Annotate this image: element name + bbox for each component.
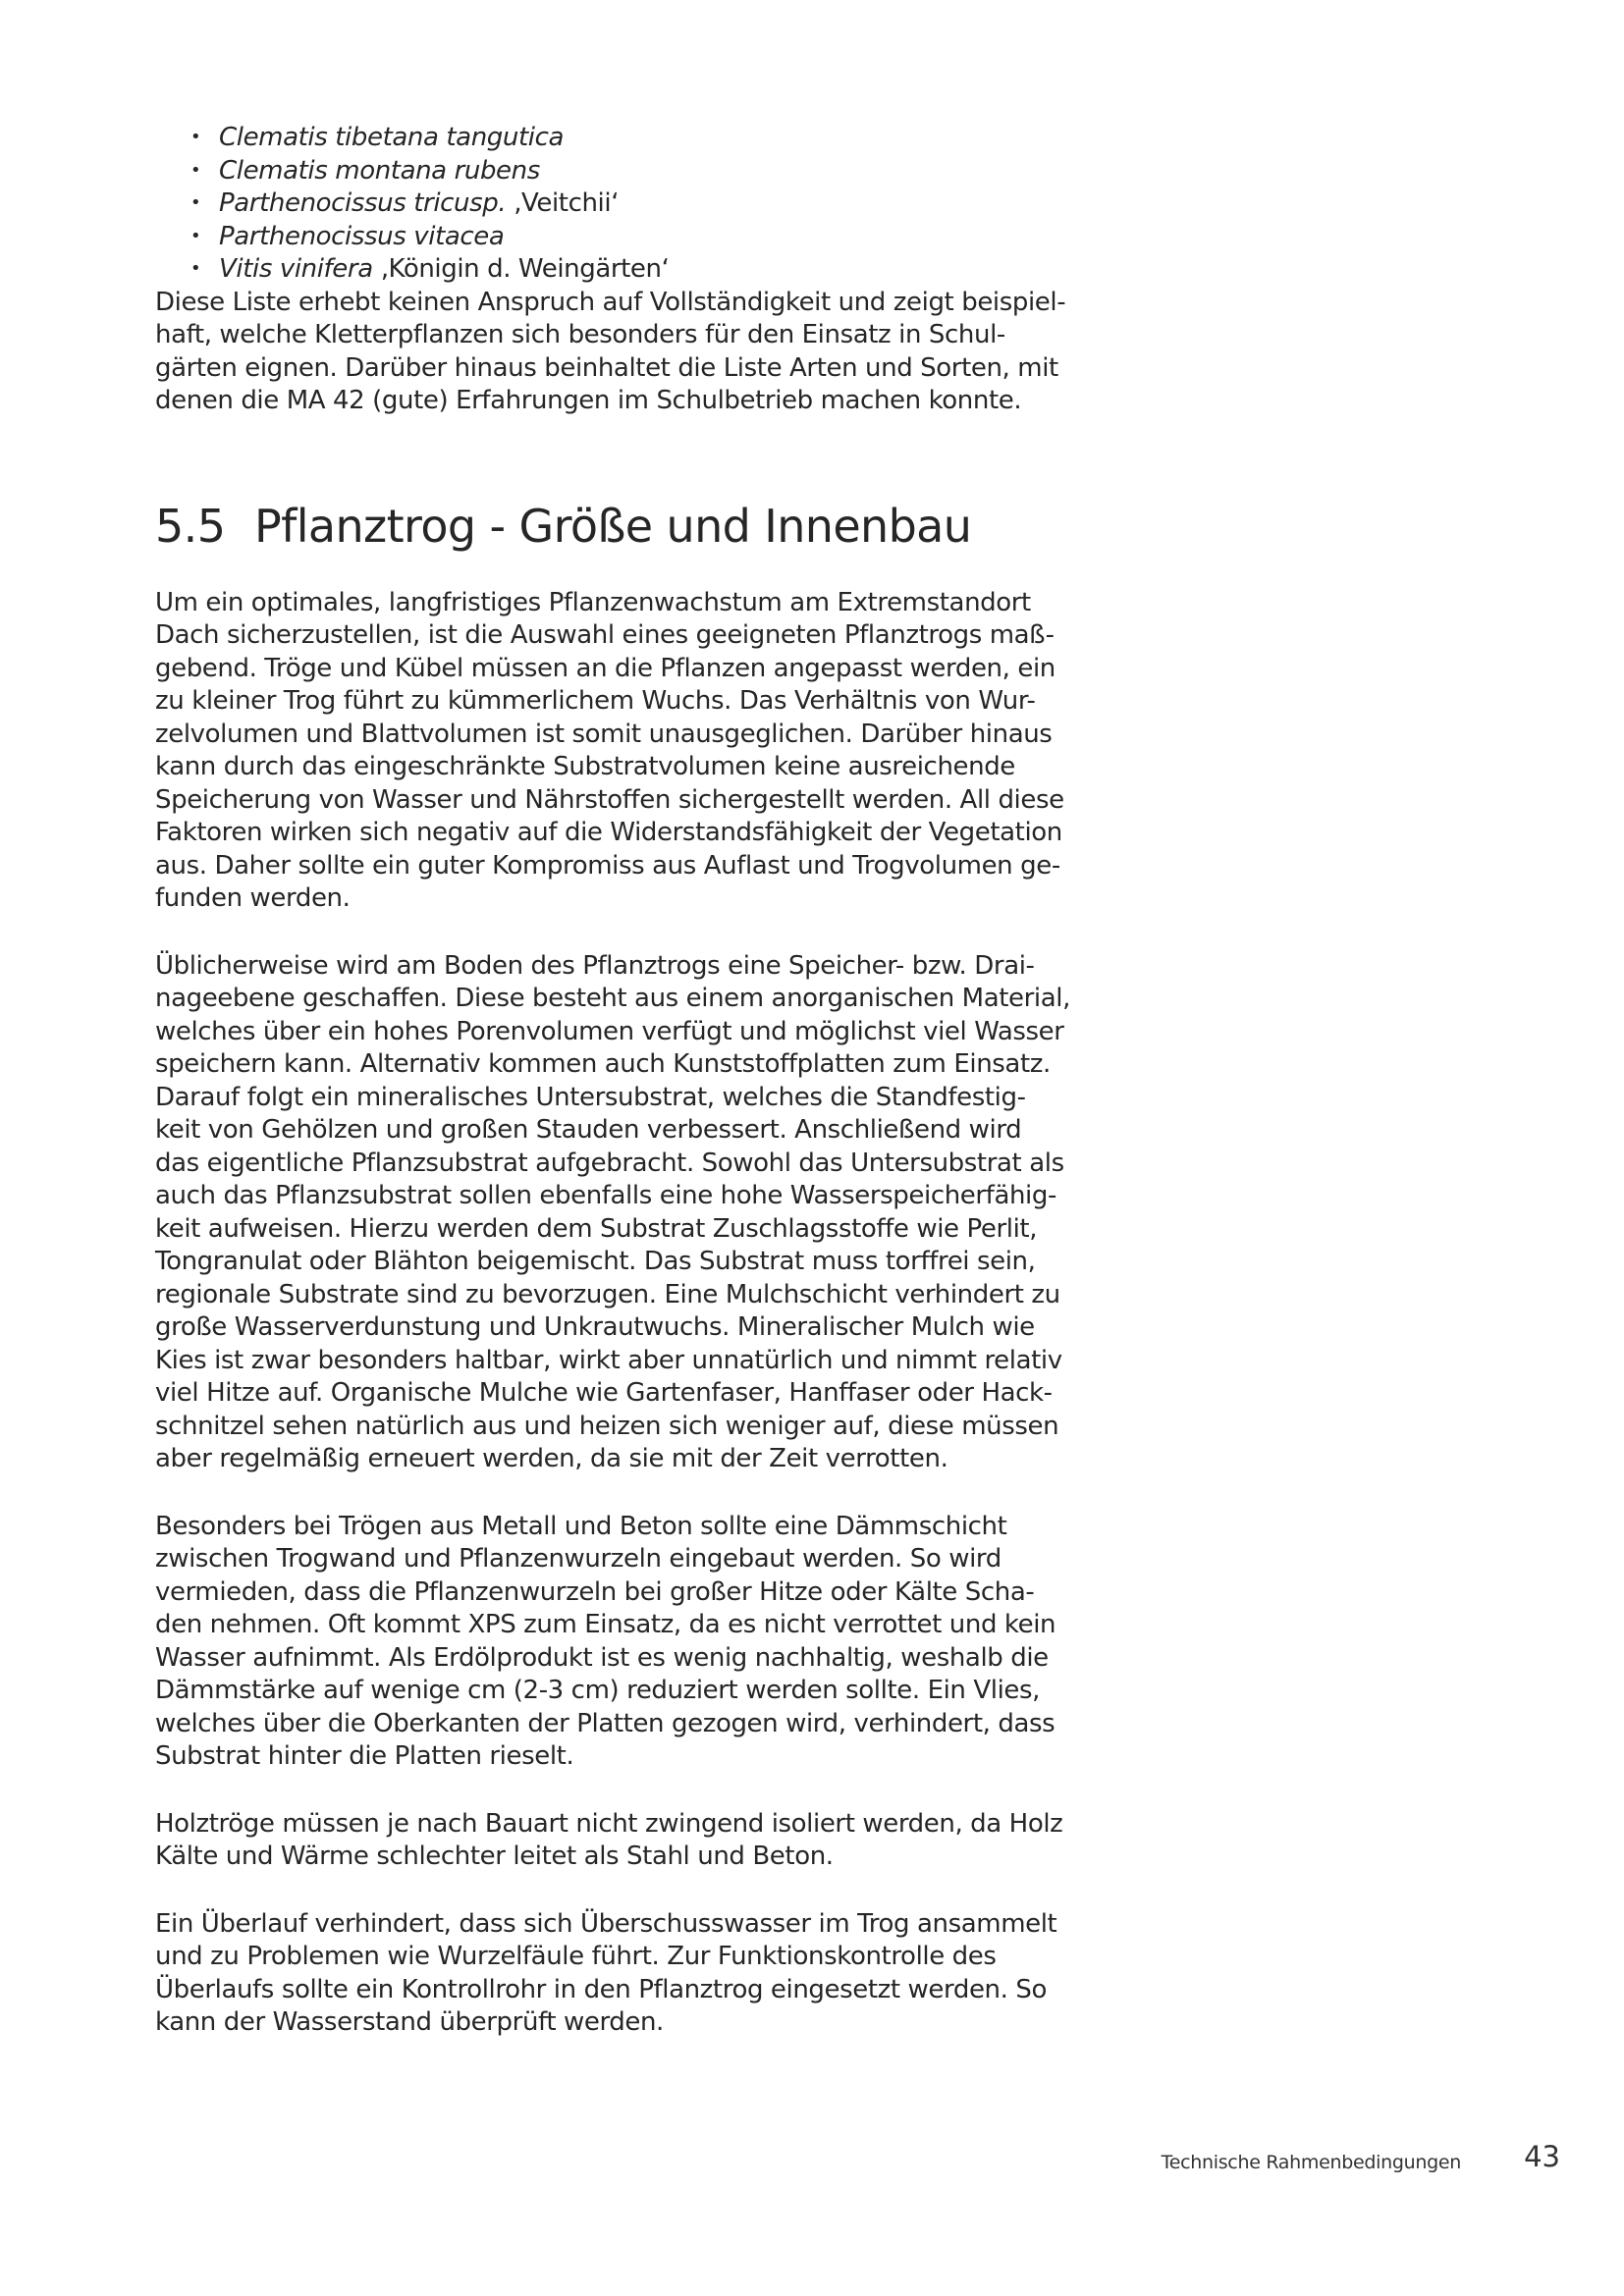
list-item xyxy=(155,187,1088,221)
species-name: Vitis vinifera xyxy=(219,254,373,284)
page-number: 43 xyxy=(1524,2140,1560,2173)
plant-list xyxy=(155,122,1088,287)
body-paragraph: Ein Überlauf verhindert, dass sich Überschusswasser im Trog ansammelt und zu Problemen wie Wurzelfäule führt. Zur Funktionskontrolle des Überlaufs sollte ein Kontrollrohr in den Pflanztrog eingesetzt werden. So kann der Wasserstand überprüft werden. xyxy=(155,1908,1057,2037)
footer-section-label: Technische Rahmenbedingungen xyxy=(1161,2152,1461,2173)
species-name: Clematis tibetana tangutica xyxy=(219,123,565,152)
species-name: Parthenocissus tricusp. xyxy=(219,188,507,218)
section-number: 5.5 xyxy=(155,499,226,553)
body-paragraph: Üblicherweise wird am Boden des Pflanztrogs eine Speicher- bzw. Drai- nageebene geschaffen. Diese besteht aus einem anorganischen Material, welches über ein hohes Porenvolumen verfügt und möglichst viel Wasser speichern kann. Alternativ kommen auch Kunststoffplatten zum Einsatz. Darauf folgt ein mineralisches Untersubstrat, welches die Standfestig- keit von Gehölzen und großen Stauden verbessert. Anschließend wird das eigentliche Pflanzsubstrat aufgebracht. Sowohl das Untersubstrat als auch das Pflanzsubstrat sollen ebenfalls eine hohe Wasserspeicherfähig- keit aufweisen. Hierzu werden dem Substrat Zuschlagsstoffe wie Perlit, Tongranulat oder Blähton beigemischt. Das Substrat muss torffrei sein, regionale Substrate sind zu bevorzugen. Eine Mulchschicht verhindert zu große Wasserverdunstung und Unkrautwuchs. Mineralischer Mulch wie Kies ist zwar besonders haltbar, wirkt aber unnatürlich und nimmt relativ viel Hitze auf. Organische Mulche wie Gartenfaser, Hanffaser oder Hack- schnitzel sehen natürlich aus und heizen sich weniger auf, diese müssen aber regelmäßig erneuert werden, da sie mit der Zeit verrotten. xyxy=(155,950,1070,1473)
page-content xyxy=(155,122,1088,2040)
species-name: Parthenocissus vitacea xyxy=(219,221,505,251)
list-item xyxy=(155,122,1088,155)
body-paragraph: Holztröge müssen je nach Bauart nicht zwingend isoliert werden, da Holz Kälte und Wärme schlechter leitet als Stahl und Beton. xyxy=(155,1808,1063,1871)
intro-paragraph: Diese Liste erhebt keinen Anspruch auf Vollständigkeit und zeigt beispiel- haft, welche Kletterpflanzen sich besonders für den Einsatz in Schul- gärten eignen. Darüber hinaus beinhaltet die Liste Arten und Sorten, mit denen die MA 42 (gute) Erfahrungen im Schulbetrieb machen konnte. xyxy=(155,287,1066,415)
list-item xyxy=(155,253,1088,287)
cultivar-name: ‚Königin d. Weingärten‘ xyxy=(372,254,670,284)
section-title: Pflanztrog - Größe und Innenbau xyxy=(254,499,972,553)
species-name: Clematis montana rubens xyxy=(219,155,540,186)
section-heading xyxy=(155,499,1088,554)
cultivar-name: ‚Veitchii‘ xyxy=(506,188,620,218)
body-paragraph: Um ein optimales, langfristiges Pflanzenwachstum am Extremstandort Dach sicherzustellen, ist die Auswahl eines geeigneten Pflanztrogs maß- gebend. Tröge und Kübel müssen an die Pflanzen angepasst werden, ein zu kleiner Trog führt zu kümmerlichem Wuchs. Das Verhältnis von Wur- zelvolumen und Blattvolumen ist somit unausgeglichen. Darüber hinaus kann durch das eingeschränkte Substratvolumen keine ausreichende Speicherung von Wasser und Nährstoffen sichergestellt werden. All diese Faktoren wirken sich negativ auf die Widerstandsfähigkeit der Vegetation aus. Daher sollte ein guter Kompromiss aus Auflast und Trogvolumen ge- funden werden. xyxy=(155,587,1064,913)
list-item xyxy=(155,221,1088,254)
body-paragraph: Besonders bei Trögen aus Metall und Beton sollte eine Dämmschicht zwischen Trogwand und Pflanzenwurzeln eingebaut werden. So wird vermieden, dass die Pflanzenwurzeln bei großer Hitze oder Kälte Scha- den nehmen. Oft kommt XPS zum Einsatz, da es nicht verrottet und kein Wasser aufnimmt. Als Erdölprodukt ist es wenig nachhaltig, weshalb die Dämmstärke auf wenige cm (2-3 cm) reduziert werden sollte. Ein Vlies, welches über die Oberkanten der Platten gezogen wird, verhindert, dass Substrat hinter die Platten rieselt. xyxy=(155,1511,1056,1771)
list-item xyxy=(155,155,1088,188)
